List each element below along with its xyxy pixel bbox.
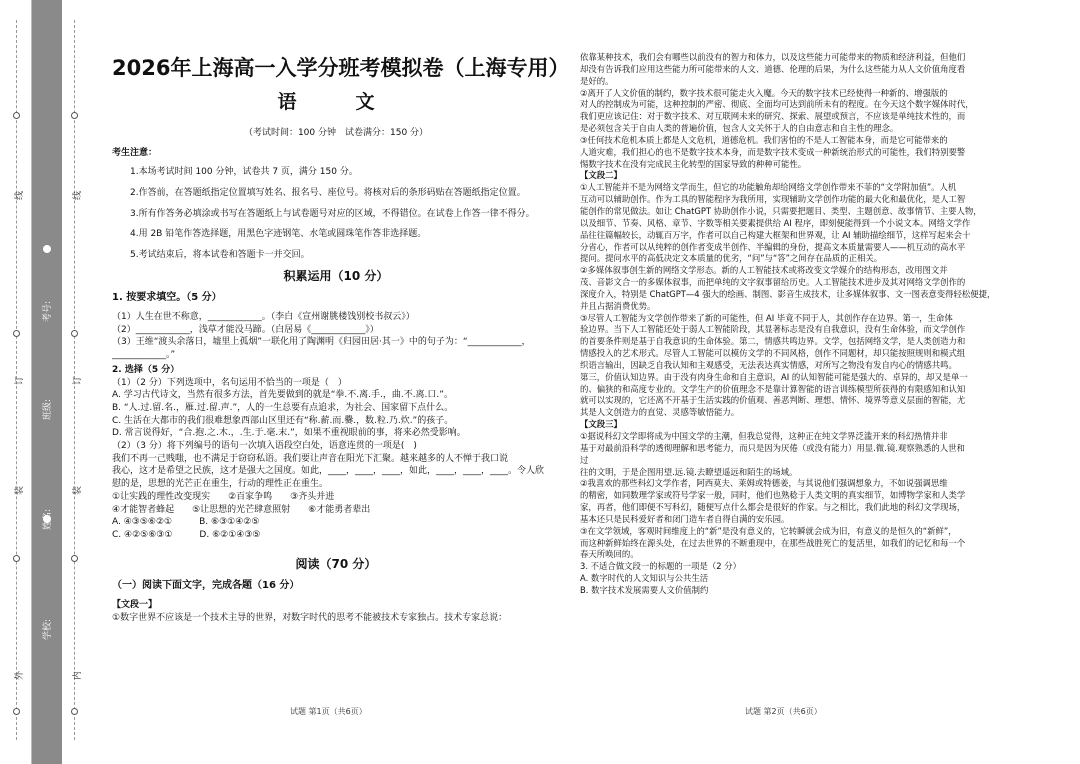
question-3-title: 3. 不适合做文段一的标题的一项是（2 分） (580, 561, 742, 572)
text-line: 品往往篇幅较长，动辄百万字，作者可以自己构建大框架和世界观，让 AI 辅助描绘细节，这样写起来会十 (580, 229, 971, 240)
text-line: 就可以实现的，它还离不开基于生活实践的价值观、善恶判断、理想、情怀、境界等意义层面的智能，尤 (580, 395, 966, 406)
outer-char-wai: 外 (15, 670, 25, 680)
outer-char-zhuang: 装 (15, 485, 25, 495)
question-line: 我心，这才是希望之民族，这才是强大之国度。如此，____，____，____，如此，____，____，____。令人欣 (112, 466, 545, 477)
label-banji: 班级: (43, 398, 53, 420)
binding-margin (0, 0, 100, 764)
material-2-text (580, 182, 1020, 419)
question-line: A. 学习古代诗文，当然有很多方法，首先要做到的就是“拳.不.离.手.，曲.不.离.口.”。 (112, 390, 453, 401)
inner-char-xian: 线 (73, 190, 83, 200)
label-xingming: 姓名: (43, 508, 53, 530)
text-line: 依靠某种技术，我们会有哪些以前没有的智力和体力，以及这些能力可能带来的物质和经济利益，但他们 (580, 52, 966, 62)
text-line: 过 (580, 454, 589, 465)
question-line: D. 常言说得好，“合.抱.之.木.，.生.于.毫.末.”，如果不重视眼前的事，将来必然受影响。 (112, 428, 466, 439)
question-line: （2）（3 分）将下列编号的语句一次填入语段空白处，语意连贯的一项是( ) (112, 441, 417, 452)
text-line: ③任何技术危机本质上都是人文危机，道德危机。我们害怕的不是人工智能本身，而是它可能带来的 (580, 134, 948, 145)
outer-char-xian: 线 (15, 190, 25, 200)
text-line: 基本还只是民科爱好者和闭门造车者自得自满的安乐园。 (580, 513, 790, 524)
material-3-text (580, 431, 1020, 561)
material-2-label: 【文段二】 (580, 170, 622, 181)
text-line: 对人的控制成为可能，这种控制的严密、彻底、全面均可达到前所未有的程度。在今天这个数字媒体时代， (580, 99, 974, 110)
material-1-continued (580, 52, 1020, 170)
cut-circle (13, 112, 20, 119)
question-line: （1）人生在世不称意，____________。（李白《宣州谢朓楼饯别校书叔云》） (112, 312, 415, 323)
text-line: 是好的。 (580, 75, 614, 86)
page-left (112, 40, 570, 625)
question-line: C. 生活在大都市的我们很难想象西部山区里还有“称.薪.而.爨.，数.粒.乃.炊.”的孩子。 (112, 415, 454, 426)
notice-title: 考生注意： (112, 148, 158, 159)
question-option: A. 数字时代的人文知识与公共生活 (580, 573, 709, 584)
question-line: ____________。” (112, 350, 176, 361)
text-line: 验边界。当下人工智能还处于弱人工智能阶段，其显著标志是没有自我意识，没有生命体验，而文学创作 (580, 324, 966, 335)
inner-char-ding: 订 (73, 375, 83, 385)
outer-char-ding: 订 (15, 375, 25, 385)
exam-subject: 语 文 (277, 91, 395, 113)
label-kaohao: 考号: (43, 300, 53, 322)
question-option: C. ④②⑤⑥③① D. ⑥②①④③⑤ (112, 529, 261, 540)
question-2-title: 2. 选择（5 分） (112, 364, 180, 375)
text-line: 情感投入的艺术形式。尽管人工智能可以模仿文学的不同风格，创作不同题材，却只能按照规则和模式组 (580, 348, 966, 359)
text-line: 并且占据消费优势。 (580, 300, 656, 311)
text-line: 能创作的常见做法。如让 ChatGPT 协助创作小说，只需要把题目、类型、主题创意、故事情节、主要人物， (580, 205, 982, 216)
cut-circle (71, 708, 78, 715)
notice-item: 4.用 2B 铅笔作答选择题，用黑色字迹钢笔、水笔或圆珠笔作答非选择题。 (130, 229, 427, 240)
question-1-title: 1. 按要求填空。（5 分） (112, 292, 222, 304)
text-line: 家，再者，他们即便不写科幻，随便写点什么都会是很好的作家。与之相比，我们此地的科幻文学现场， (580, 502, 966, 513)
text-line: ②我喜欢的那些科幻文学作者，阿西莫夫、莱姆或特德姜，与其说他们强调想象力，不如说强调思维 (580, 478, 948, 489)
notice-item: 3.所有作答务必填涂或书写在答题纸上与试卷题号对应的区域，不得错位。在试卷上作答一律不得分。 (130, 208, 535, 219)
text-line: ②离开了人文价值的制约，数字技术很可能走火入魔。今天的数字技术已经使得一种新的、增强版的 (580, 87, 948, 98)
cut-circle (13, 330, 20, 337)
cut-circle (71, 555, 78, 562)
text-line: 基于对最前沿科学的透彻理解和思考能力，而只是因为厌倦（或没有能力）用显.微.镜.观察熟悉的人世和 (580, 442, 965, 453)
text-line: 是必须包含关于自由人类的普遍价值，包含人文关怀于人的自由意志和自主性的理念。 (580, 123, 899, 134)
question-option: B. 数字技术发展需要人文价值制约 (580, 584, 709, 595)
text-line: 我们更应该记住：对于数字技术、对互联网未来的研究、探索、展望或预言，不应该是单纯技术性的，而 (580, 111, 966, 122)
notice-item: 2.作答前，在答题纸指定位置填写姓名、报名号、座位号。将核对后的条形码贴在答题纸指定位置。 (130, 187, 526, 198)
question-line: B. “人.过.留.名.，雁.过.留.声.”，人的一生总要有点追求，为社会、国家留下点什么。 (112, 402, 454, 413)
text-line: 却没有告诉我们应用这些能力所可能带来的人文、道德、伦理的后果，为什么这些能力从人文价值角度看 (580, 63, 966, 74)
section-title-reading: 阅读（70 分） (295, 556, 377, 571)
binding-strip-gray (32, 0, 62, 764)
text-line: ①人工智能并不是为网络文学而生，但它的功能触角却给网络文学创作带来不菲的“文学附加值”。人机 (580, 182, 957, 193)
notice-item: 1.本场考试时间 100 分钟，试卷共 7 页，满分 150 分。 (130, 167, 358, 178)
cut-circle (13, 555, 20, 562)
question-line: ④才能智者蜂起 ⑤让思想的光芒肆意照射 ⑥才能勇者辈出 (112, 504, 371, 515)
question-line: 慰的是，思想的光芒正在重生，行动的理性正在重生。 (112, 479, 329, 490)
text-line: ③在文学领域，客观时间维度上的“新”是没有意义的，它转瞬就会成为旧，有意义的是恒久的“新鲜”， (580, 525, 957, 536)
material-1-label: 【文段一】 (112, 600, 158, 611)
exam-title: 2026年上海高一入学分班考模拟卷（上海专用） (112, 56, 570, 80)
section-title-accumulation: 积累运用（10 分） (283, 268, 389, 283)
text-line: 的精密，如同数理学家或符号学家一般，同时，他们也熟稔于人类文明的真实细节，如博物学家和人类学 (580, 490, 966, 501)
exam-info: （考试时间：100 分钟 试卷满分：150 分） (243, 127, 429, 138)
text-line: 的首要条件则是基于自我意识的生命体验。第二，情感共鸣边界。文学，包括网络文学，是人类创造力和 (580, 336, 966, 347)
page-footer-right: 试题 第2页（共6页） (745, 707, 822, 716)
label-xuexiao: 学校: (43, 618, 53, 640)
text-line: ①据说科幻文学即将成为中国文学的主潮，但我总觉得，这种正在纯文学界泛滥开来的科幻热情并非 (580, 431, 948, 441)
text-line: 惕数字技术在没有完成民主化转型的国家导致的种种可能性。 (580, 158, 807, 169)
question-line: （1）（2 分）下列选项中，名句运用不恰当的一项是（ ） (112, 377, 347, 388)
inner-char-nei: 内 (73, 670, 83, 680)
reading-title: （一）阅读下面文字，完成各题（16 分） (112, 580, 300, 592)
text-line: 织语言输出，因缺乏自我认知和主观感受，无法表达真实情感，对所写之物没有发自内心的情感共鸣。 (580, 359, 957, 370)
text-line: 其是人文创造力的直觉、灵感等敏悟能力。 (580, 407, 740, 418)
text-line: 互动可以辅助创作。作为工具的智能程序为我所用，实现辅助文学创作功能的最大化和最优化，是人工智 (580, 194, 966, 205)
question-line: （2）____________，浅草才能没马蹄。（白居易《____________》） (112, 324, 379, 335)
text-line: 春天所唤回的。 (580, 549, 639, 560)
text-line: 往的文明，于是企图用望.远.镜.去瞭望遥远和陌生的场域。 (580, 466, 798, 477)
text-line: 提问。提问水平的高低决定文本质量的优劣，“问”与“答”之间存在品质的正相关。 (580, 253, 883, 264)
inner-char-zhuang: 装 (73, 485, 83, 495)
text-line: 的、偏狭的和高度专业的。文学生产的价值理念不是靠计算智能的语言训练模型所获得的有限感知和认知 (580, 383, 966, 394)
question-line: （3）王维“渡头余落日，墟里上孤烟”一联化用了陶渊明《归园田居·其一》中的句子为：“____________， (112, 337, 531, 348)
cut-circle (71, 330, 78, 337)
question-line: ①让实践的理性改变现实 ②百家争鸣 ③齐头并进 (112, 491, 335, 502)
text-line: 人道灾难，我们担心的也不是数字技术本身，而是数字技术变成一种新统治形式的可能性，我们特别要警 (580, 146, 966, 157)
question-line: 我们不再一己贱嗤，也不满足于窃窃私语。我们要让声音在阳光下汇聚。越来越多的人不惮于我口说 (112, 453, 509, 464)
question-option: A. ④③⑤⑥②① B. ⑥③①④②⑤ (112, 517, 260, 528)
material-3-label: 【文段三】 (580, 419, 622, 430)
cut-circle (13, 708, 20, 715)
cut-circle (71, 112, 78, 119)
text-line: 以及细节、节奏、风格、章节、字数等相关要素提供给 AI 程序，即刻便能得到一个小说文本。网络文学作 (580, 217, 971, 228)
text-line: 而这种新鲜始终在源头处，在过去世界的不断重现中，在那些战胜死亡的复活里，如我们的记忆和每一个 (580, 537, 966, 548)
text-line: 深度介入，特别是 ChatGPT—4 强大的绘画、制图、影音生成技术，让多媒体叙事、文一图表意变得轻松便捷， (580, 288, 996, 299)
text-line: ③尽管人工智能为文学创作带来了新的可能性，但 AI 毕竟不同于人，其创作存在边界。第一，生命体 (580, 312, 953, 323)
text-line: 第三，价值认知边界。由于没有肉身生命和自主意识，AI 的认知智能可能是强大的、卓异的，却又是单一 (580, 371, 968, 382)
page-right (580, 52, 1020, 597)
text-line: 分省心，作者可以从纯粹的创作者变成半创作、半编辑的身份，提高文本质量需要人——机互动的高水平 (580, 241, 966, 252)
text-line: 茂、音影文合一的多媒体叙事，而把单纯的文字叙事留给历史。人工智能技术进步及其对网络文学创作的 (580, 277, 966, 288)
page-footer-left: 试题 第1页（共6页） (290, 707, 367, 716)
material-1-text: ①数字世界不应该是一个技术主导的世界，对数字时代的思考不能被技术专家独占。技术专家总说： (112, 612, 508, 623)
binding-hole (43, 245, 51, 253)
text-line: ②多媒体叙事创生新的网络文学形态。新的人工智能技术或将改变文学媒介的结构形态，改用图文并 (580, 265, 948, 276)
notice-item: 5.考试结束后，将本试卷和答题卡一并交回。 (130, 249, 310, 260)
